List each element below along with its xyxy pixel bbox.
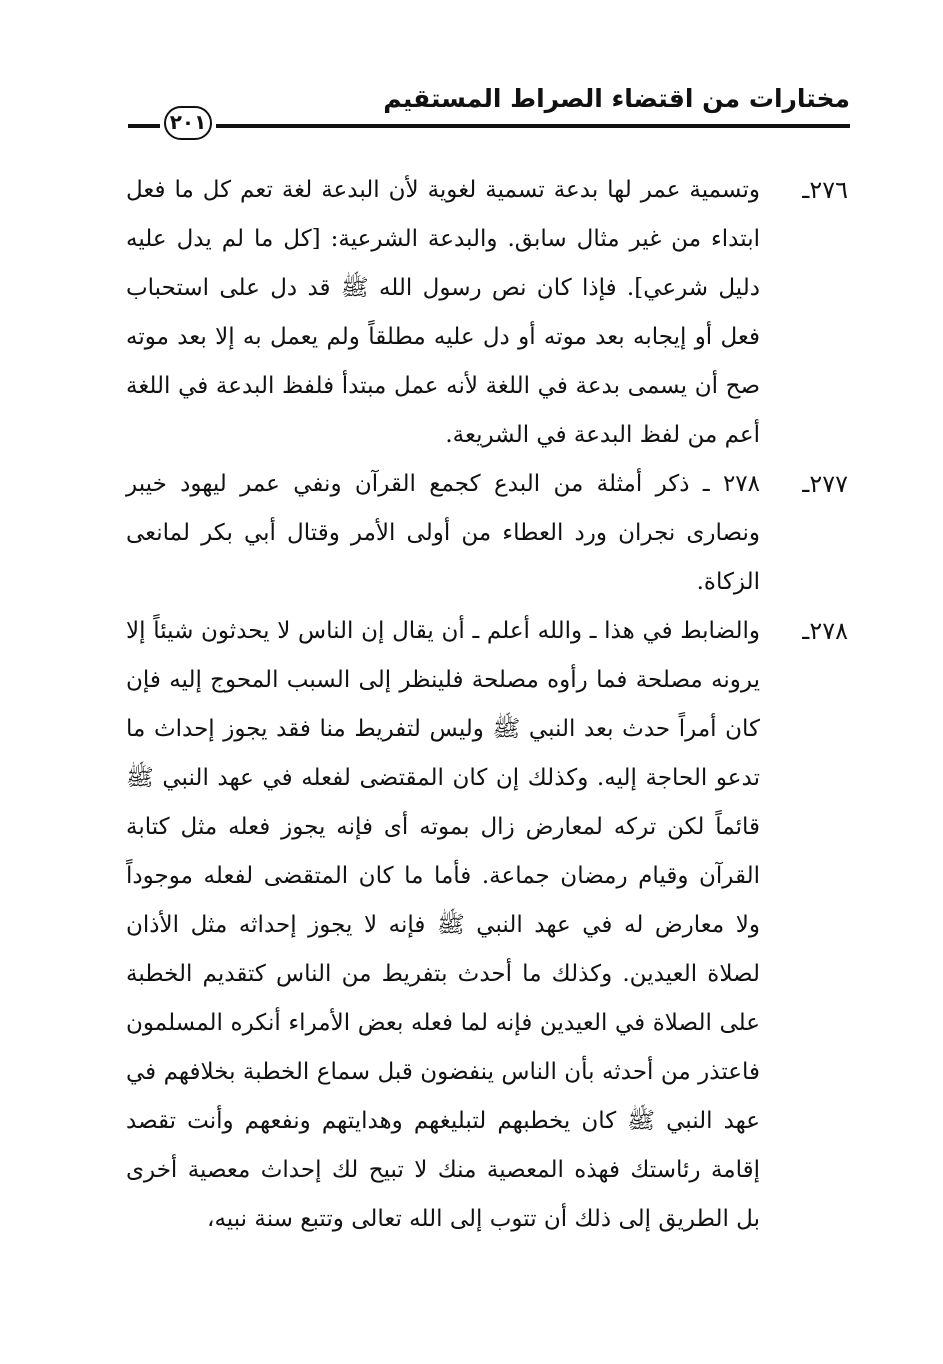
note-276: [126, 166, 848, 460]
note-number: ٢٧٧ـ: [802, 470, 848, 498]
header-rule-left: [128, 124, 160, 128]
note-278: [126, 607, 848, 1244]
note-text: ٢٧٨ ـ ذكر أمثلة من البدع كجمع القرآن ونفي عمر ليهود خيبر ونصارى نجران ورد العطاء من أولى الأمر وقتال أبي بكر لمانعى الزكاة.: [126, 471, 760, 595]
note-text: والضابط في هذا ـ والله أعلم ـ أن يقال إن الناس لا يحدثون شيئاً إلا يرونه مصلحة فما رأوه مصلحة فلينظر إلى السبب المحوج إليه فإن كان أمراً حدث بعد النبي ﷺ وليس لتفريط منا فقد يجوز إحداث ما تدعو الحاجة إليه. وكذلك إن كان المقتضى لفعله في عهد النبي ﷺ قائماً لكن تركه لمعارض زال بموته أى فإنه يجوز فعله مثل كتابة القرآن وقيام رمضان جماعة. فأما ما كان المتقضى لفعله موجوداً ولا معارض له في عهد النبي ﷺ فإنه لا يجوز إحداثه مثل الأذان لصلاة العيدين. وكذلك ما أحدث بتفريط من الناس كتقديم الخطبة على الصلاة في العيدين فإنه لما فعله بعض الأمراء أنكره المسلمون فاعتذر من أحدثه بأن الناس ينفضون قبل سماع الخطبة بخلافهم في عهد النبي ﷺ كان يخطبهم لتبليغهم وهدايتهم ونفعهم وأنت تقصد إقامة رئاستك فهذه المعصية منك لا تبيح لك إحداث معصية أخرى بل الطريق إلى ذلك أن تتوب إلى الله تعالى وتتبع سنة نبيه،: [126, 618, 760, 1232]
page-header: [128, 68, 850, 148]
note-277: [126, 460, 848, 607]
header-rule-right: [216, 124, 850, 128]
book-title: مختارات من اقتضاء الصراط المستقيم: [383, 84, 850, 113]
note-number: ٢٧٦ـ: [802, 176, 848, 204]
note-text: وتسمية عمر لها بدعة تسمية لغوية لأن البدعة لغة تعم كل ما فعل ابتداء من غير مثال سابق. والبدعة الشرعية: [كل ما لم يدل عليه دليل شرعي]. فإذا كان نص رسول الله ﷺ قد دل على استحباب فعل أو إيجابه بعد موته أو دل عليه مطلقاً ولم يعمل به إلا بعد موته صح أن يسمى بدعة في اللغة لأنه عمل مبتدأ فلفظ البدعة في اللغة أعم من لفظ البدعة في الشريعة.: [126, 177, 760, 448]
page-number: ٢٠١: [164, 106, 212, 140]
page-body: [126, 166, 848, 1244]
note-number: ٢٧٨ـ: [802, 617, 848, 645]
